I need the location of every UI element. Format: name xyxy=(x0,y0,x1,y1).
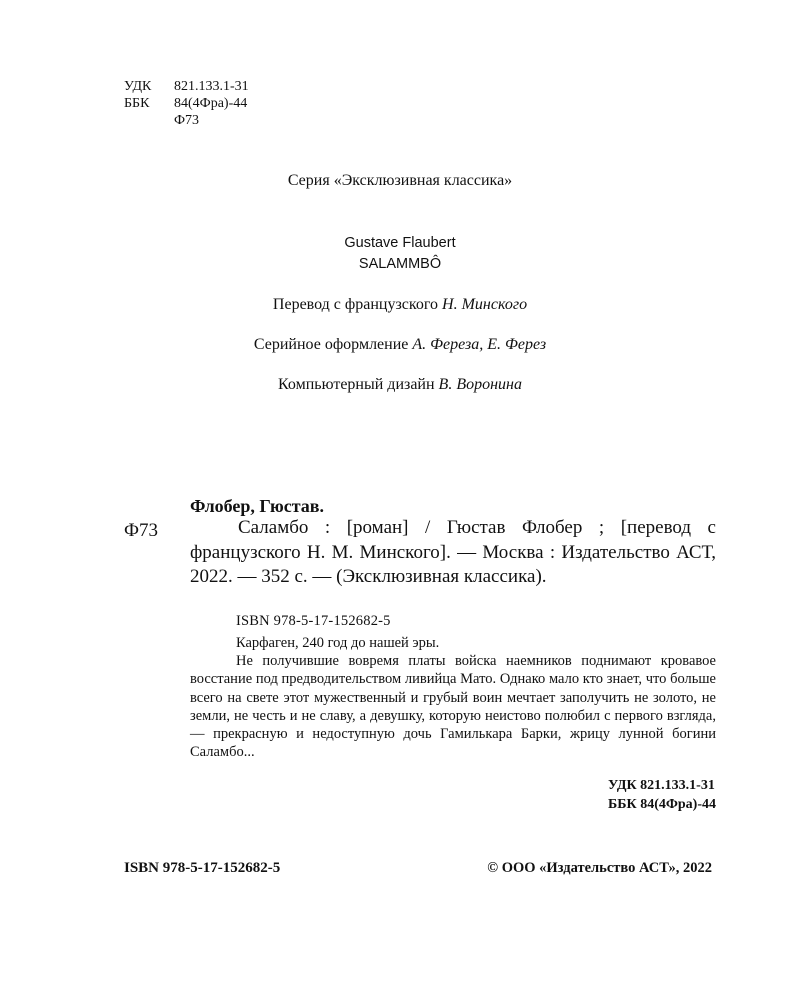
bbk-label: ББК xyxy=(124,96,150,111)
card-annotation xyxy=(190,634,716,761)
design-label: Серийное оформление xyxy=(253,336,409,353)
author-sign: Ф73 xyxy=(174,113,200,128)
card-index-block xyxy=(608,776,716,814)
translation-credit xyxy=(0,296,800,314)
series-line: Серия «Эксклюзивная классика» xyxy=(287,172,513,189)
card-author-code: Ф73 xyxy=(124,520,159,541)
author-sign-row xyxy=(124,112,249,129)
annotation-body: Не получившие вовремя платы войска наемников поднимают кровавое восстание под предводительством ливийца Мато. Однако мало кто знает, что больше всего на свете этот мужественный и грубый воин мечтает заполучить не золото, не земли, не честь и не славу, а девушку, которую неистово полюбил с первого взгляда, — прекрасную и недоступную дочь Гамилькара Барки, жрицу лунной богини Саламбо... xyxy=(190,653,716,761)
udk-row xyxy=(124,78,249,95)
original-author: Gustave Flaubert xyxy=(344,235,456,251)
bbk-row xyxy=(124,95,249,112)
translation-label: Перевод с французского xyxy=(272,296,439,313)
classification-block xyxy=(124,78,249,129)
udk-label: УДК xyxy=(124,79,152,94)
computer-designer-name: В. Воронина xyxy=(438,376,522,393)
translator-name: Н. Минского xyxy=(442,296,528,313)
footer-isbn: ISBN 978-5-17-152682-5 xyxy=(124,860,281,876)
annotation-first-line: Карфаген, 240 год до нашей эры. xyxy=(236,635,440,651)
card-description xyxy=(190,516,716,590)
original-title: SALAMMBÔ xyxy=(358,256,442,272)
computer-design-credit xyxy=(0,376,800,394)
card-isbn: ISBN 978-5-17-152682-5 xyxy=(236,613,391,629)
udk-value: 821.133.1-31 xyxy=(174,79,249,94)
footer-copyright: © ООО «Издательство АСТ», 2022 xyxy=(487,860,712,876)
bbk-value: 84(4Фра)-44 xyxy=(174,96,248,111)
card-bbk: ББК 84(4Фра)-44 xyxy=(608,797,716,812)
computer-design-label: Компьютерный дизайн xyxy=(278,376,435,393)
card-author-heading: Флобер, Гюстав. xyxy=(190,496,325,516)
card-description-text: Саламбо : [роман] / Гюстав Флобер ; [перевод с французского Н. М. Минского]. — Москва : Издательство АСТ, 2022. — 352 с. — (Эксклюзивная классика). xyxy=(190,517,716,587)
design-credit xyxy=(0,336,800,354)
designer-names: А. Фереза, Е. Ферез xyxy=(412,336,547,353)
card-udk: УДК 821.133.1-31 xyxy=(608,778,715,793)
